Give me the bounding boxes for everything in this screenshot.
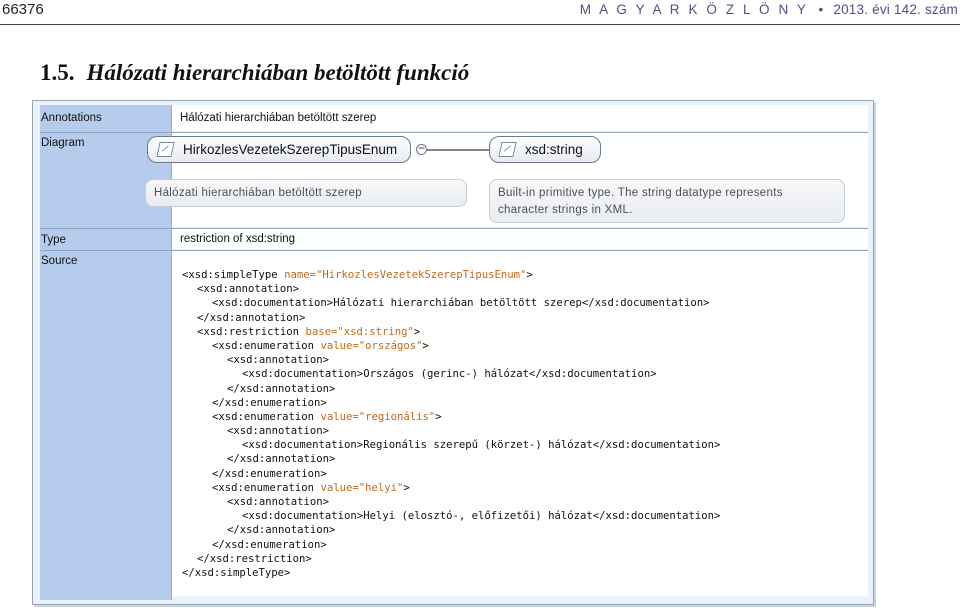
- section-heading: [40, 60, 469, 86]
- schema-doc-panel: [32, 100, 874, 605]
- source-line: [182, 410, 720, 424]
- page-number: 66376: [2, 1, 44, 18]
- code-attribute: base="xsd:string": [305, 325, 414, 338]
- source-line: [182, 552, 720, 566]
- code-tag: </xsd:enumeration>: [212, 538, 327, 551]
- code-tag: <xsd:enumeration: [212, 339, 321, 352]
- code-tag: </xsd:enumeration>: [212, 396, 327, 409]
- source-line: [182, 438, 720, 452]
- source-line: [182, 452, 720, 466]
- base-type-name: xsd:string: [525, 142, 583, 157]
- source-line: [182, 296, 720, 310]
- section-title: Hálózati hierarchiában betöltött funkció: [86, 60, 470, 85]
- code-tag: </xsd:annotation>: [197, 311, 306, 324]
- code-text: Helyi (elosztó-, előfizetői) hálózat</xsd:documentation>: [363, 510, 721, 523]
- code-tag: <xsd:annotation>: [227, 354, 330, 367]
- code-attribute: name="HirkozlesVezetekSzerepTipusEnum": [284, 269, 527, 281]
- source-line: [182, 367, 720, 381]
- code-tag: </xsd:restriction>: [197, 552, 312, 565]
- code-tag: </xsd:enumeration>: [212, 467, 327, 480]
- code-text: Hálózati hierarchiában betöltött szerep</xsd:documentation>: [333, 297, 710, 310]
- base-note-line-1: Built-in primitive type. The string datatype represents: [498, 187, 783, 199]
- element-type-name: HirkozlesVezetekSzerepTipusEnum: [183, 142, 398, 157]
- code-text: >: [422, 339, 429, 352]
- source-line: [182, 467, 720, 481]
- source-line: [182, 311, 720, 325]
- annotation-text: Hálózati hierarchiában betöltött szerep: [180, 112, 377, 124]
- base-type-note: [489, 179, 845, 223]
- element-type-box[interactable]: [147, 136, 411, 163]
- code-tag: </xsd:annotation>: [227, 453, 336, 466]
- code-text: >: [435, 410, 442, 423]
- code-tag: <xsd:documentation>: [242, 510, 364, 523]
- code-tag: <xsd:annotation>: [227, 425, 330, 438]
- code-attribute: value="helyi": [320, 481, 404, 494]
- simple-type-icon: [156, 142, 174, 157]
- source-line: [182, 382, 720, 396]
- running-head: [580, 2, 958, 17]
- issue-number: 2013. évi 142. szám: [833, 2, 958, 17]
- code-tag: </xsd:annotation>: [227, 524, 336, 537]
- element-note: [145, 179, 467, 207]
- section-number: 1.5.: [40, 60, 75, 85]
- code-tag: </xsd:annotation>: [227, 382, 336, 395]
- source-line: [182, 509, 720, 523]
- code-tag: <xsd:documentation>: [242, 368, 364, 381]
- code-tag: <xsd:restriction: [197, 325, 306, 338]
- annotations-cell: [172, 105, 868, 131]
- code-tag: <xsd:annotation>: [197, 283, 300, 296]
- code-tag: <xsd:documentation>: [242, 439, 364, 452]
- label-diagram: Diagram: [41, 137, 85, 149]
- source-code: [182, 268, 720, 580]
- collapse-connector-icon[interactable]: [416, 141, 427, 155]
- label-type: Type: [41, 234, 66, 246]
- source-line: [182, 566, 720, 580]
- simple-type-icon: [498, 142, 516, 157]
- connector-symbol: −: [417, 141, 425, 155]
- code-text: >: [403, 481, 410, 494]
- code-text: >: [526, 269, 533, 281]
- code-text: >: [413, 325, 421, 338]
- source-line: [182, 282, 720, 296]
- connector-line: [427, 149, 489, 151]
- source-line: [182, 538, 720, 552]
- label-source: Source: [41, 255, 78, 267]
- source-line: [182, 268, 720, 282]
- source-line: [182, 325, 720, 339]
- code-attribute: value="regionális": [320, 410, 436, 423]
- code-tag: <xsd:simpleType: [182, 269, 285, 281]
- source-line: [182, 523, 720, 537]
- header-rule: [0, 24, 960, 25]
- bullet-separator: •: [818, 2, 824, 17]
- code-text: Regionális szerepű (körzet-) hálózat</xsd:documentation>: [363, 439, 721, 452]
- code-tag: </xsd:simpleType>: [182, 566, 291, 579]
- source-line: [182, 424, 720, 438]
- code-attribute: value="országos": [320, 339, 423, 352]
- code-tag: <xsd:annotation>: [227, 496, 330, 508]
- source-line: [182, 339, 720, 353]
- code-tag: <xsd:enumeration: [212, 481, 321, 494]
- type-text: restriction of xsd:string: [180, 233, 296, 245]
- base-note-line-2: character strings in XML.: [498, 204, 633, 216]
- source-line: [182, 481, 720, 495]
- element-note-text: Hálózati hierarchiában betöltött szerep: [154, 187, 362, 199]
- source-line: [182, 396, 720, 410]
- code-tag: <xsd:documentation>: [212, 297, 334, 310]
- base-type-box[interactable]: [489, 136, 601, 163]
- code-text: Országos (gerinc-) hálózat</xsd:documentation>: [363, 368, 657, 381]
- code-tag: <xsd:enumeration: [212, 410, 321, 423]
- publication-name: M A G Y A R K Ö Z L Ö N Y: [579, 2, 809, 17]
- source-line: [182, 495, 720, 509]
- type-cell: [172, 229, 868, 249]
- source-line: [182, 353, 720, 367]
- label-annotations: Annotations: [41, 112, 102, 124]
